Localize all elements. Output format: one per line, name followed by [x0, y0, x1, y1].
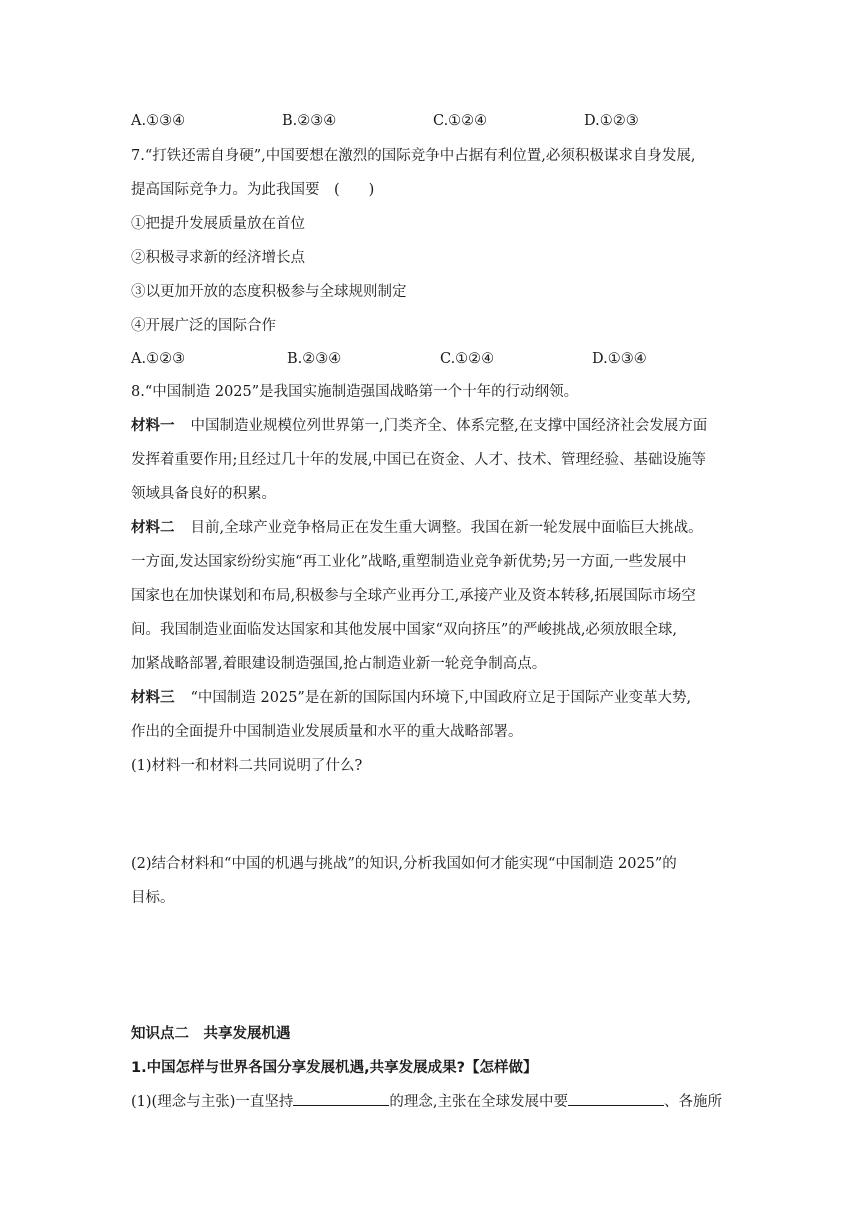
q8-subquestion-2-line-2: 目标。 — [131, 890, 175, 906]
q7-option-a: A.①②③ — [131, 351, 186, 367]
material-3-text-1: “中国制造 2025”是在新的国际国内环境下,中国政府立足于国际产业变革大势, — [190, 690, 692, 706]
fill-text-3: 、各施所 — [663, 1094, 722, 1110]
material-2-line-2: 一方面,发达国家纷纷实施“再工业化”战略,重塑制造业竞争新优势;另一方面,一些发展中 — [131, 554, 687, 570]
material-2-line-5: 加紧战略部署,着眼建设制造强国,抢占制造业新一轮竞争制高点。 — [131, 656, 547, 672]
material-1-line-2: 发挥着重要作用;且经过几十年的发展,中国已在资金、人才、技术、管理经验、基础设施等 — [131, 452, 706, 468]
q6-option-c: C.①②④ — [433, 113, 488, 129]
q7-stem-line-2: 提高国际竞争力。为此我国要 ( ) — [131, 182, 375, 198]
q8-stem: 8.“中国制造 2025”是我国实施制造强国战略第一个十年的行动纲领。 — [131, 384, 579, 400]
q7-item-3: ③以更加开放的态度积极参与全球规则制定 — [131, 284, 407, 300]
q7-option-c: C.①②④ — [440, 351, 495, 367]
material-2-line-3: 国家也在加快谋划和布局,积极参与全球产业再分工,承接产业及资本转移,拓展国际市场空 — [131, 588, 696, 604]
q7-option-d: D.①③④ — [592, 351, 647, 367]
q8-subquestion-1: (1)材料一和材料二共同说明了什么? — [131, 758, 363, 774]
q6-option-b: B.②③④ — [282, 113, 337, 129]
answer-blank-2[interactable] — [568, 1091, 664, 1106]
material-3-label: 材料三 — [131, 690, 175, 706]
material-1-text-1: 中国制造业规模位列世界第一,门类齐全、体系完整,在支撑中国经济社会发展方面 — [190, 418, 708, 434]
answer-blank-1[interactable] — [293, 1091, 389, 1106]
material-2-text-1: 目前,全球产业竞争格局正在发生重大调整。我国在新一轮发展中面临巨大挑战。 — [190, 520, 703, 536]
material-2-line-1 — [131, 518, 703, 538]
section-2-fill-line — [131, 1091, 722, 1112]
section-2-question-1: 1.中国怎样与世界各国分享发展机遇,共享发展成果?【怎样做】 — [131, 1060, 538, 1076]
fill-text-2: 的理念,主张在全球发展中要 — [389, 1094, 568, 1110]
q7-option-b: B.②③④ — [287, 351, 342, 367]
q6-option-a: A.①③④ — [131, 113, 186, 129]
material-1-line-1 — [131, 416, 707, 436]
q7-stem-line-1: 7.“打铁还需自身硬”,中国要想在激烈的国际竞争中占据有利位置,必须积极谋求自身发展, — [131, 148, 696, 164]
material-2-label: 材料二 — [131, 520, 175, 536]
material-1-line-3: 领域具备良好的积累。 — [131, 486, 276, 502]
q7-item-2: ②积极寻求新的经济增长点 — [131, 250, 305, 266]
q7-item-4: ④开展广泛的国际合作 — [131, 318, 276, 334]
material-1-label: 材料一 — [131, 418, 175, 434]
q7-item-1: ①把提升发展质量放在首位 — [131, 216, 305, 232]
material-2-line-4: 间。我国制造业面临发达国家和其他发展中国家“双向挤压”的严峻挑战,必须放眼全球, — [131, 622, 678, 638]
q6-option-d: D.①②③ — [584, 113, 639, 129]
section-2-title: 知识点二 共享发展机遇 — [131, 1026, 291, 1042]
q8-subquestion-2-line-1: (2)结合材料和“中国的机遇与挑战”的知识,分析我国如何才能实现“中国制造 2025”的 — [131, 856, 677, 872]
material-3-line-2: 作出的全面提升中国制造业发展质量和水平的重大战略部署。 — [131, 724, 523, 740]
fill-text-1: (1)(理念与主张)一直坚持 — [131, 1094, 294, 1110]
material-3-line-1 — [131, 688, 691, 708]
